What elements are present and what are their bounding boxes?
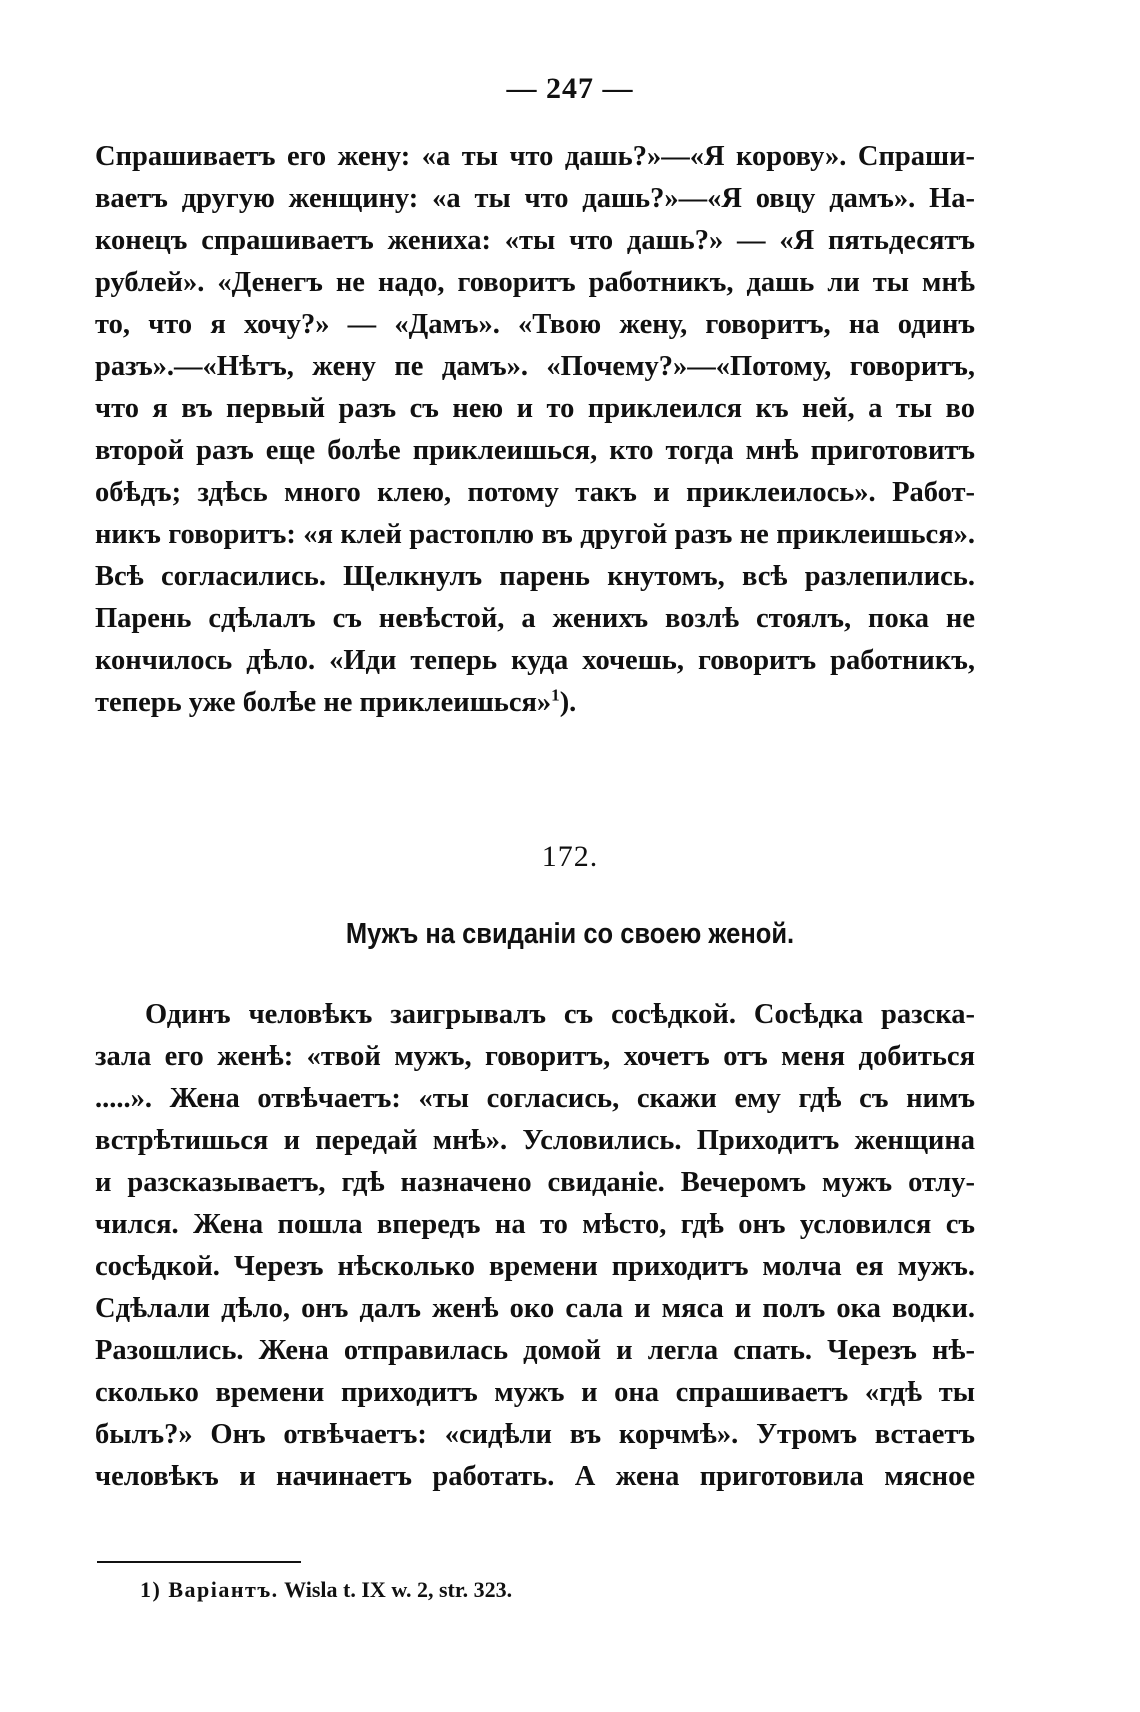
text-line: Одинъ человѣкъ заигрывалъ съ сосѣдкой. Сосѣдка разска- [145, 999, 975, 1030]
text-line: человѣкъ и начинаетъ работать. А жена приготовила мясное [95, 1461, 975, 1492]
text-line: Всѣ согласились. Щелкнулъ парень кнутомъ, всѣ разлепились. [95, 561, 975, 592]
text-line: кончилось дѣло. «Иди теперь куда хочешь, говоритъ работникъ, [95, 645, 975, 676]
text-line: второй разъ еще болѣе приклеишься, кто тогда мнѣ приготовитъ [95, 435, 975, 466]
text-line: чился. Жена пошла впередъ на то мѣсто, гдѣ онъ условился съ [95, 1209, 975, 1240]
text-line: то, что я хочу?» — «Дамъ». «Твою жену, говоритъ, на одинъ [95, 309, 975, 340]
text-line: обѣдъ; здѣсь много клею, потому такъ и приклеилось». Работ- [95, 477, 975, 508]
footnote-label: 1) Варіантъ. [140, 1577, 279, 1602]
text-line: никъ говоритъ: «я клей растоплю въ другой разъ не приклеишься». [95, 519, 975, 550]
footnote [140, 1577, 512, 1603]
story-172-text [95, 994, 975, 1498]
text-line: Сдѣлали дѣло, онъ далъ женѣ око сала и мяса и полъ ока водки. [95, 1293, 975, 1324]
text-line: разъ».—«Нѣтъ, жену пе дамъ». «Почему?»—«Потому, говоритъ, [95, 351, 975, 382]
text-line: сколько времени приходитъ мужъ и она спрашиваетъ «гдѣ ты [95, 1377, 975, 1408]
last-line-end: ). [559, 687, 577, 718]
text-line: и разсказываетъ, гдѣ назначено свиданіе. Вечеромъ мужъ отлу- [95, 1167, 975, 1198]
footnote-marker: 1 [551, 685, 560, 705]
text-line: Парень сдѣлалъ съ невѣстой, а женихъ возлѣ стоялъ, пока не [95, 603, 975, 634]
page-number: — 247 — [506, 72, 634, 105]
text-line: встрѣтишься и передай мнѣ». Условились. Приходитъ женщина [95, 1125, 975, 1156]
text-line: Разошлись. Жена отправилась домой и легла спать. Черезъ нѣ- [95, 1335, 975, 1366]
text-line: былъ?» Онъ отвѣчаетъ: «сидѣли въ корчмѣ». Утромъ встаетъ [95, 1419, 975, 1450]
text-line: рублей». «Денегъ не надо, говоритъ работникъ, дашь ли ты мнѣ [95, 267, 975, 298]
text-line: конецъ спрашиваетъ жениха: «ты что дашь?» — «Я пятьдесятъ [95, 225, 975, 256]
story-171-continuation [95, 136, 975, 724]
story-number: 172. [541, 840, 599, 873]
story-title: Мужъ на свиданіи со своею женой. [345, 918, 795, 950]
last-line-text: теперь уже болѣе не приклеишься» [95, 687, 552, 718]
footnote-text: Wisla t. IX w. 2, str. 323. [284, 1577, 513, 1602]
text-line: .....». Жена отвѣчаетъ: «ты согласись, скажи ему гдѣ съ нимъ [95, 1083, 975, 1114]
text-line: Спрашиваетъ его жену: «а ты что дашь?»—«Я корову». Спраши- [95, 141, 975, 172]
text-line-last [95, 682, 975, 724]
text-line: зала его женѣ: «твой мужъ, говоритъ, хочетъ отъ меня добиться [95, 1041, 975, 1072]
text-line: что я въ первый разъ съ нею и то приклеился къ ней, а ты во [95, 393, 975, 424]
text-line: сосѣдкой. Черезъ нѣсколько времени приходитъ молча ея мужъ. [95, 1251, 975, 1282]
footnote-divider [97, 1561, 301, 1563]
text-line: ваетъ другую женщину: «а ты что дашь?»—«Я овцу дамъ». На- [95, 183, 975, 214]
